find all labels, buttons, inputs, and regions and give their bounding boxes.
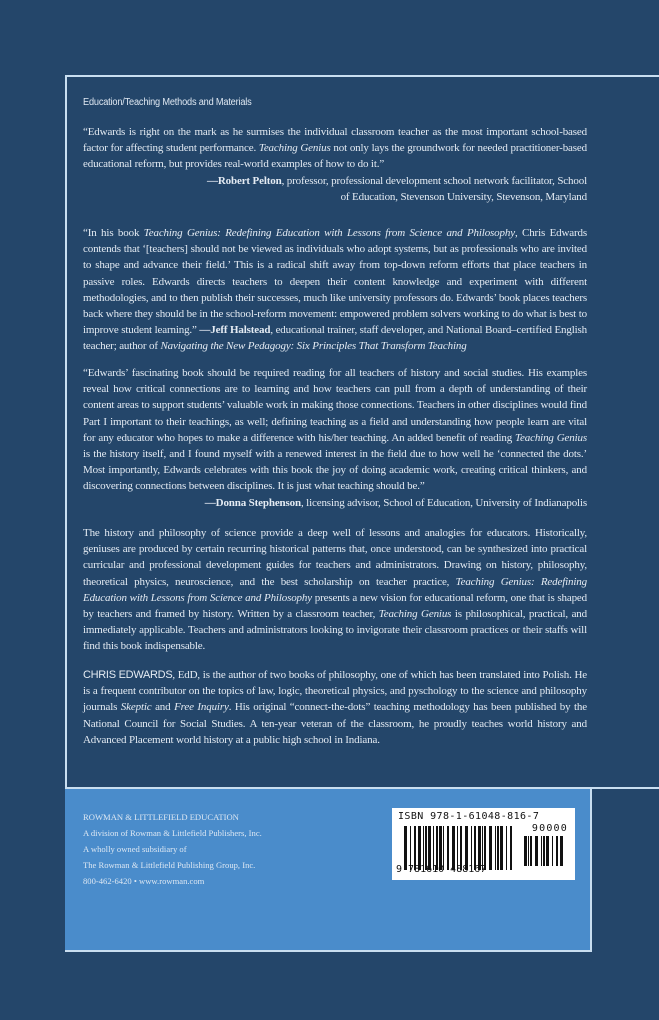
isbn-barcode bbox=[392, 808, 575, 880]
book-description bbox=[83, 525, 587, 655]
blurb-2 bbox=[83, 225, 587, 355]
barcode-bar bbox=[489, 826, 492, 870]
barcode-bar bbox=[556, 836, 558, 866]
publisher-contact: 800-462-6420 • www.rowman.com bbox=[83, 876, 205, 886]
attribution-name: —Robert Pelton bbox=[207, 174, 282, 187]
author-name: CHRIS EDWARDS bbox=[83, 669, 173, 681]
italic-title: Skeptic bbox=[120, 701, 152, 714]
attribution-name: —Donna Stephenson bbox=[204, 496, 301, 509]
italic-title: Teaching Genius bbox=[515, 431, 587, 444]
barcode-bar bbox=[497, 826, 499, 870]
barcode-bar bbox=[506, 826, 507, 870]
barcode-bar bbox=[500, 826, 503, 870]
barcode-bar bbox=[546, 836, 549, 866]
italic-title: Teaching Genius bbox=[258, 142, 331, 155]
text-segment: , licensing advisor, School of Education, University of Indianapolis bbox=[300, 496, 587, 509]
italic-title: Free Inquiry bbox=[174, 701, 229, 714]
text-segment: The history and philosophy of science provide a deep well of lessons and analogies for educators. Historically, geniuses are produced by certain recurring historical patterns that, once understood, can be synthesized into practical curricular and professional development guides for teachers and administrators. Drawing on history, philosophy, theoretical physics, neuroscience, and the best scholarship on teacher practice, bbox=[83, 527, 587, 588]
blurb-quote bbox=[83, 225, 587, 355]
barcode-bar bbox=[560, 836, 563, 866]
italic-title: Teaching Genius: Redefining Education with Lessons from Science and Philosophy bbox=[143, 227, 515, 239]
barcode-bar bbox=[495, 826, 496, 870]
publisher-name: ROWMAN & LITTLEFIELD EDUCATION bbox=[83, 812, 239, 822]
text-segment: , educational trainer, staff developer, and National Board–certified English teacher; author of bbox=[83, 324, 588, 353]
publisher-division: A division of Rowman & Littlefield Publishers, Inc. bbox=[83, 828, 262, 838]
text-segment: presents a new vision for educational reform, one that is shaped by teachers and framed by history. Written by a classroom teacher, bbox=[83, 591, 587, 621]
text-segment: is the history itself, and I found myself with a renewed interest in the field due to how well he ‘connected the dots.’ Most importantly, Edwards celebrates with this book the joy of doing academic work, creating critical thinkers, and discovering connections between disciplines. It is just what teaching should be.” bbox=[83, 448, 587, 493]
text-segment: , professor, professional development school network facilitator, School of Education, Stevenson University, Stevenson, Maryland bbox=[281, 174, 587, 203]
price-addon: 90000 bbox=[531, 823, 568, 834]
text-segment: , Chris Edwards contends that ‘[teachers] should not be viewed as individuals who adopt systems, but as professionals who are invited to shape and advance their field.’ This is a radical shift away from top-down reform efforts that place teachers in passive roles. Edwards directs teachers to deepen their content knowledge and experiment with different methodologies, and to then publish their successes, much like university professors do. Edwards’ book places teachers back where they should be in the school-reform movement: empowered problem solvers working to do what is best to improve student learning.” bbox=[83, 227, 588, 337]
blurb-quote bbox=[83, 365, 587, 495]
text-segment: “In his book bbox=[83, 227, 144, 239]
text-segment: is philosophical, practical, and immediately applicable. Teachers and administrators looking to invigorate their classroom practices or their staffs will find this book indispensable. bbox=[83, 608, 587, 653]
text-segment: “Edwards’ fascinating book should be required reading for all teachers of history and social studies. His examples reveal how critical connections are to learning and how teachers can pull from a depth of understanding of their content areas to support students’ valuable work in making those connections. Teachers in other disciplines would find Part I important to their teachings, as well; defining teaching as a field and understanding how people learn are vital for any educator who hopes to make a difference with his/her teaching. An added benefit of reading bbox=[83, 367, 587, 444]
publisher-info bbox=[83, 809, 262, 889]
text-segment: . His original “connect-the-dots” teaching methodology has been published by the National Council for Social Studies. A ten-year veteran of the classroom, he proudly teaches world history and Advanced Placement world history at a public high school in Indiana. bbox=[83, 701, 587, 746]
blurb-1 bbox=[83, 124, 587, 205]
blurb-3 bbox=[83, 365, 587, 511]
divider bbox=[592, 787, 659, 789]
ean-digits: 9 781610 488167 bbox=[396, 864, 487, 875]
publisher-subsidiary: A wholly owned subsidiary of bbox=[83, 844, 187, 854]
text-segment: “Edwards is right on the mark as he surmises the individual classroom teacher as the most important school-based factor for affecting student performance. bbox=[83, 126, 587, 155]
barcode-bar bbox=[543, 836, 545, 866]
barcode-bar bbox=[510, 826, 512, 870]
barcode-bar bbox=[528, 836, 529, 866]
italic-title: Teaching Genius bbox=[378, 608, 452, 621]
publisher-group: The Rowman & Littlefield Publishing Group, Inc. bbox=[83, 860, 256, 870]
barcode-bar bbox=[524, 836, 527, 866]
barcode-bar bbox=[530, 836, 532, 866]
italic-title: Navigating the New Pedagogy: Six Principles That Transform Teaching bbox=[160, 340, 467, 353]
category-label: Education/Teaching Methods and Materials bbox=[83, 97, 252, 108]
italic-title: Teaching Genius: Redefining Education with Lessons from Science and Philosophy bbox=[83, 575, 588, 604]
barcode-bar bbox=[535, 836, 538, 866]
text-segment: not only lays the groundwork for needed practitioner-based educational reform, but provides real-world examples of how to do it.” bbox=[83, 142, 587, 171]
blurb-attribution bbox=[83, 495, 587, 511]
blurb-quote bbox=[83, 124, 587, 173]
addon-barcode-bars bbox=[524, 836, 566, 866]
blurb-attribution bbox=[83, 173, 587, 205]
isbn-text: ISBN 978-1-61048-816-7 bbox=[398, 811, 540, 822]
author-bio bbox=[83, 667, 587, 748]
text-segment: , EdD, is the author of two books of philosophy, one of which has been translated into Polish. He is a frequent contributor on the topics of law, logic, theoretical physics, and pyschology to the science and philosophy journals bbox=[83, 669, 587, 714]
text-segment: and bbox=[151, 701, 175, 714]
attribution-name: —Jeff Halstead bbox=[199, 324, 271, 337]
barcode-bar bbox=[552, 836, 553, 866]
barcode-bar bbox=[541, 836, 542, 866]
